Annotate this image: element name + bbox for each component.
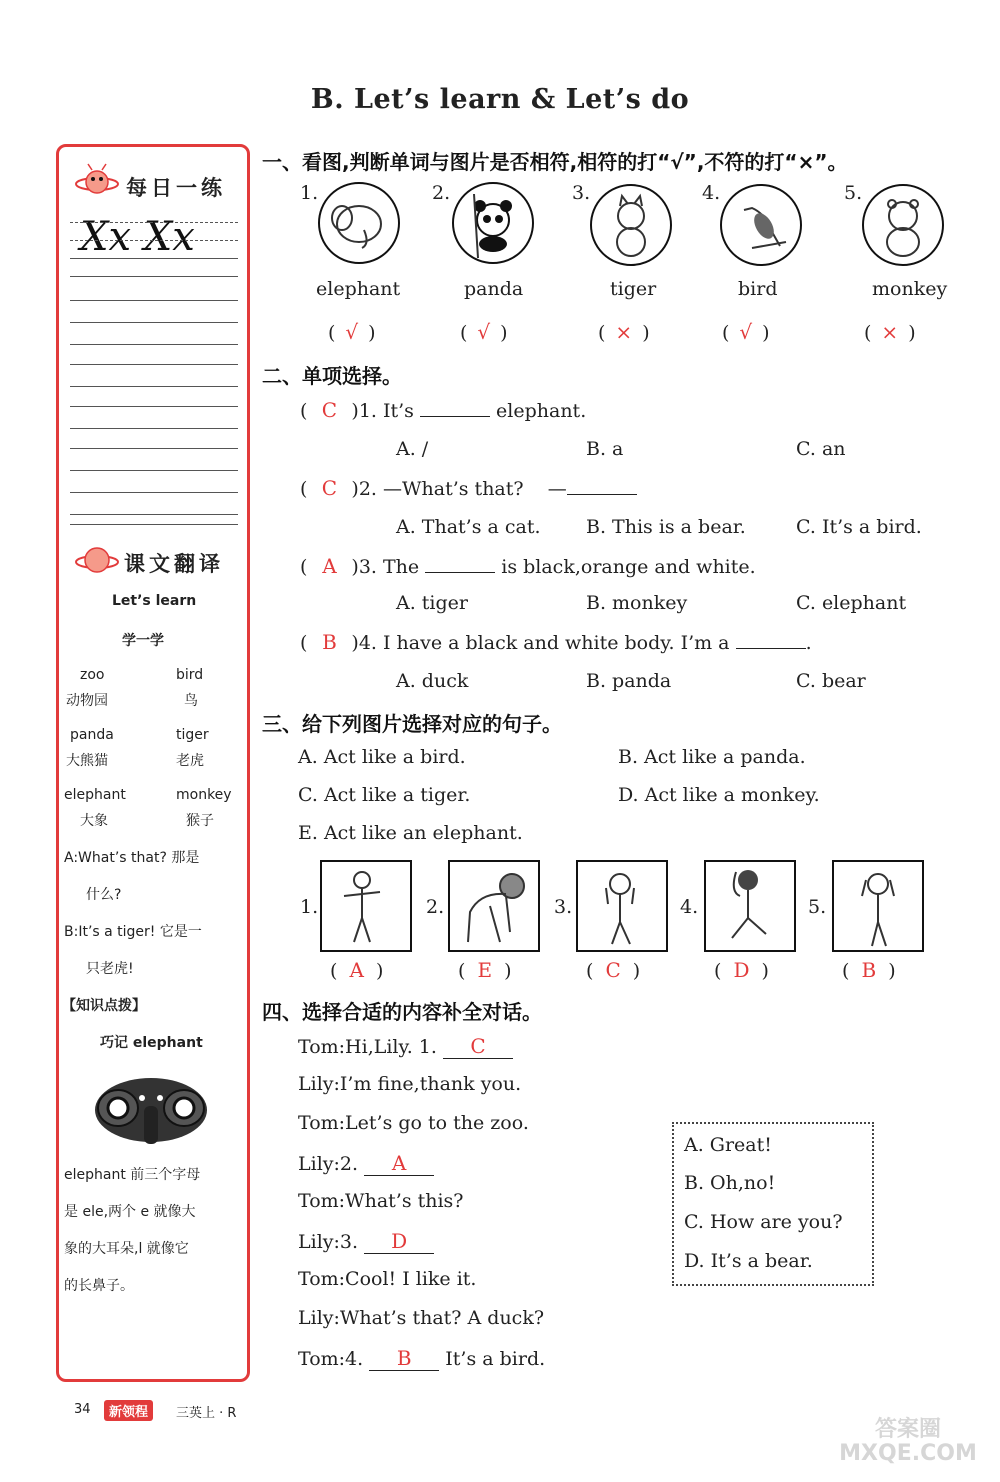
answer-bracket: ( B ): [842, 958, 896, 982]
handwriting-sample: Xx Xx: [80, 214, 195, 260]
vocab-en: zoo: [80, 667, 105, 683]
section-1-heading: 一、看图,判断单词与图片是否相符,相符的打“√”,不符的打“×”。: [262, 150, 848, 174]
vocab-zh: 老虎: [176, 753, 204, 769]
question-row: ( B )4. I have a black and white body. I’m a .: [300, 630, 812, 654]
option: A. /: [396, 438, 429, 460]
item-number: 2.: [426, 896, 445, 918]
translation-heading: 课文翻译: [124, 552, 224, 576]
vocab-zh: 猴子: [186, 813, 214, 829]
answer-bracket: ( E ): [458, 958, 512, 982]
answer-bracket: ( A ): [330, 958, 384, 982]
child-act-tiger-picture: [576, 860, 668, 952]
answer-mark: √: [477, 320, 491, 344]
child-act-bird-picture: [320, 860, 412, 952]
grade-label: 三英上 · R: [176, 1406, 237, 1421]
question-row: ( C )2. —What’s that? —: [300, 476, 637, 500]
sentence-option: A. Act like a bird.: [298, 746, 466, 768]
tip-line: 象的大耳朵,l 就像它: [64, 1241, 189, 1257]
sentence-option: D. Act like a monkey.: [618, 784, 820, 806]
answer-bracket: ( √ ): [460, 320, 508, 344]
brand-badge: 新领程: [104, 1400, 153, 1421]
choice: B. Oh,no!: [684, 1172, 776, 1194]
choice: D. It’s a bear.: [684, 1250, 813, 1272]
option: B. monkey: [586, 592, 688, 614]
item-number: 1.: [300, 896, 319, 918]
xue-yi-xue-label: 学一学: [122, 633, 164, 649]
vocab-en: monkey: [176, 787, 232, 803]
section-2-heading: 二、单项选择。: [262, 364, 402, 388]
page-number: 34: [74, 1402, 91, 1417]
sentence-option: E. Act like an elephant.: [298, 822, 523, 844]
dialog-line: Tom:What’s this?: [298, 1190, 464, 1212]
item-number: 5.: [808, 896, 827, 918]
answer-bracket: ( D ): [714, 958, 769, 982]
word: tiger: [610, 278, 657, 300]
tip-line: 是 ele,两个 e 就像大: [64, 1204, 196, 1220]
section-4-heading: 四、选择合适的内容补全对话。: [262, 1000, 542, 1024]
page-title: B. Let’s learn & Let’s do: [310, 84, 690, 115]
option: A. duck: [396, 670, 469, 692]
item-number: 3.: [554, 896, 573, 918]
answer-mark: ×: [615, 320, 633, 344]
dialog-line: 什么?: [86, 887, 122, 903]
vocab-en: tiger: [176, 727, 209, 743]
item-number: 5.: [844, 182, 863, 204]
answer-bracket: ( √ ): [328, 320, 376, 344]
bear-picture: [862, 184, 944, 266]
choice: A. Great!: [684, 1134, 772, 1156]
section-3-heading: 三、给下列图片选择对应的句子。: [262, 712, 562, 736]
answer-bracket: ( √ ): [722, 320, 770, 344]
vocab-en: bird: [176, 667, 204, 683]
sentence-option: B. Act like a panda.: [618, 746, 806, 768]
child-act-elephant-picture: [448, 860, 540, 952]
word: panda: [464, 278, 524, 300]
watermark: 答案圈 MXQE.COM: [839, 1417, 977, 1466]
dialog-line: Lily:I’m fine,thank you.: [298, 1073, 522, 1095]
vocab-zh: 大象: [80, 813, 108, 829]
option: A. tiger: [396, 592, 469, 614]
sentence-option: C. Act like a tiger.: [298, 784, 471, 806]
item-number: 4.: [680, 896, 699, 918]
item-number: 2.: [432, 182, 451, 204]
vocab-en: panda: [70, 727, 114, 743]
word: bird: [738, 278, 778, 300]
option: C. bear: [796, 670, 866, 692]
dialog-line: Lily:2. A: [298, 1151, 434, 1176]
planet-icon: [74, 162, 120, 202]
choice: C. How are you?: [684, 1211, 843, 1233]
vocab-zh: 鸟: [184, 693, 198, 709]
child-act-panda-picture: [832, 860, 924, 952]
daily-practice-heading: 每日一练: [126, 176, 226, 200]
dialog-line: A:What’s that? 那是: [64, 850, 200, 866]
dialog-line: Lily:What’s that? A duck?: [298, 1307, 545, 1329]
tip-line: 的长鼻子。: [64, 1278, 134, 1294]
dialog-line: Tom:Hi,Lily. 1. C: [298, 1034, 513, 1059]
tip-subtitle: 巧记 elephant: [100, 1035, 203, 1051]
cat-picture: [590, 184, 672, 266]
vocab-zh: 大熊猫: [66, 753, 108, 769]
option: B. This is a bear.: [586, 516, 746, 538]
option: C. an: [796, 438, 846, 460]
panda-picture: [452, 182, 534, 264]
tip-title: 【知识点拨】: [62, 998, 146, 1014]
elephant-illustration: [92, 1066, 210, 1148]
answer-mark: ×: [881, 320, 899, 344]
dialog-line: B:It’s a tiger! 它是一: [64, 924, 202, 940]
answer-bracket: ( C ): [586, 958, 641, 982]
lets-learn-label: Let’s learn: [112, 593, 197, 609]
item-number: 1.: [300, 182, 319, 204]
dialog-line: Tom:Let’s go to the zoo.: [298, 1112, 529, 1134]
answer-bracket: ( × ): [598, 320, 650, 344]
option: C. It’s a bird.: [796, 516, 922, 538]
option: B. a: [586, 438, 624, 460]
option: C. elephant: [796, 592, 907, 614]
planet-icon: [74, 540, 120, 580]
vocab-zh: 动物园: [66, 693, 108, 709]
question-row: ( A )3. The is black,orange and white.: [300, 554, 756, 578]
word: monkey: [872, 278, 948, 300]
answer-bracket: ( × ): [864, 320, 916, 344]
item-number: 4.: [702, 182, 721, 204]
dialog-line: Lily:3. D: [298, 1229, 434, 1254]
child-act-monkey-picture: [704, 860, 796, 952]
answer-mark: √: [739, 320, 753, 344]
option: A. That’s a cat.: [396, 516, 541, 538]
vocab-en: elephant: [64, 787, 126, 803]
elephant-picture: [318, 182, 400, 264]
bird-picture: [720, 184, 802, 266]
answer-mark: √: [345, 320, 359, 344]
question-row: ( C )1. It’s elephant.: [300, 398, 587, 422]
item-number: 3.: [572, 182, 591, 204]
tip-line: elephant 前三个字母: [64, 1167, 201, 1183]
option: B. panda: [586, 670, 672, 692]
word: elephant: [316, 278, 401, 300]
dialog-line: Tom:Cool! I like it.: [298, 1268, 477, 1290]
dialog-line: 只老虎!: [86, 961, 134, 977]
dialog-line: Tom:4. B It’s a bird.: [298, 1346, 546, 1370]
